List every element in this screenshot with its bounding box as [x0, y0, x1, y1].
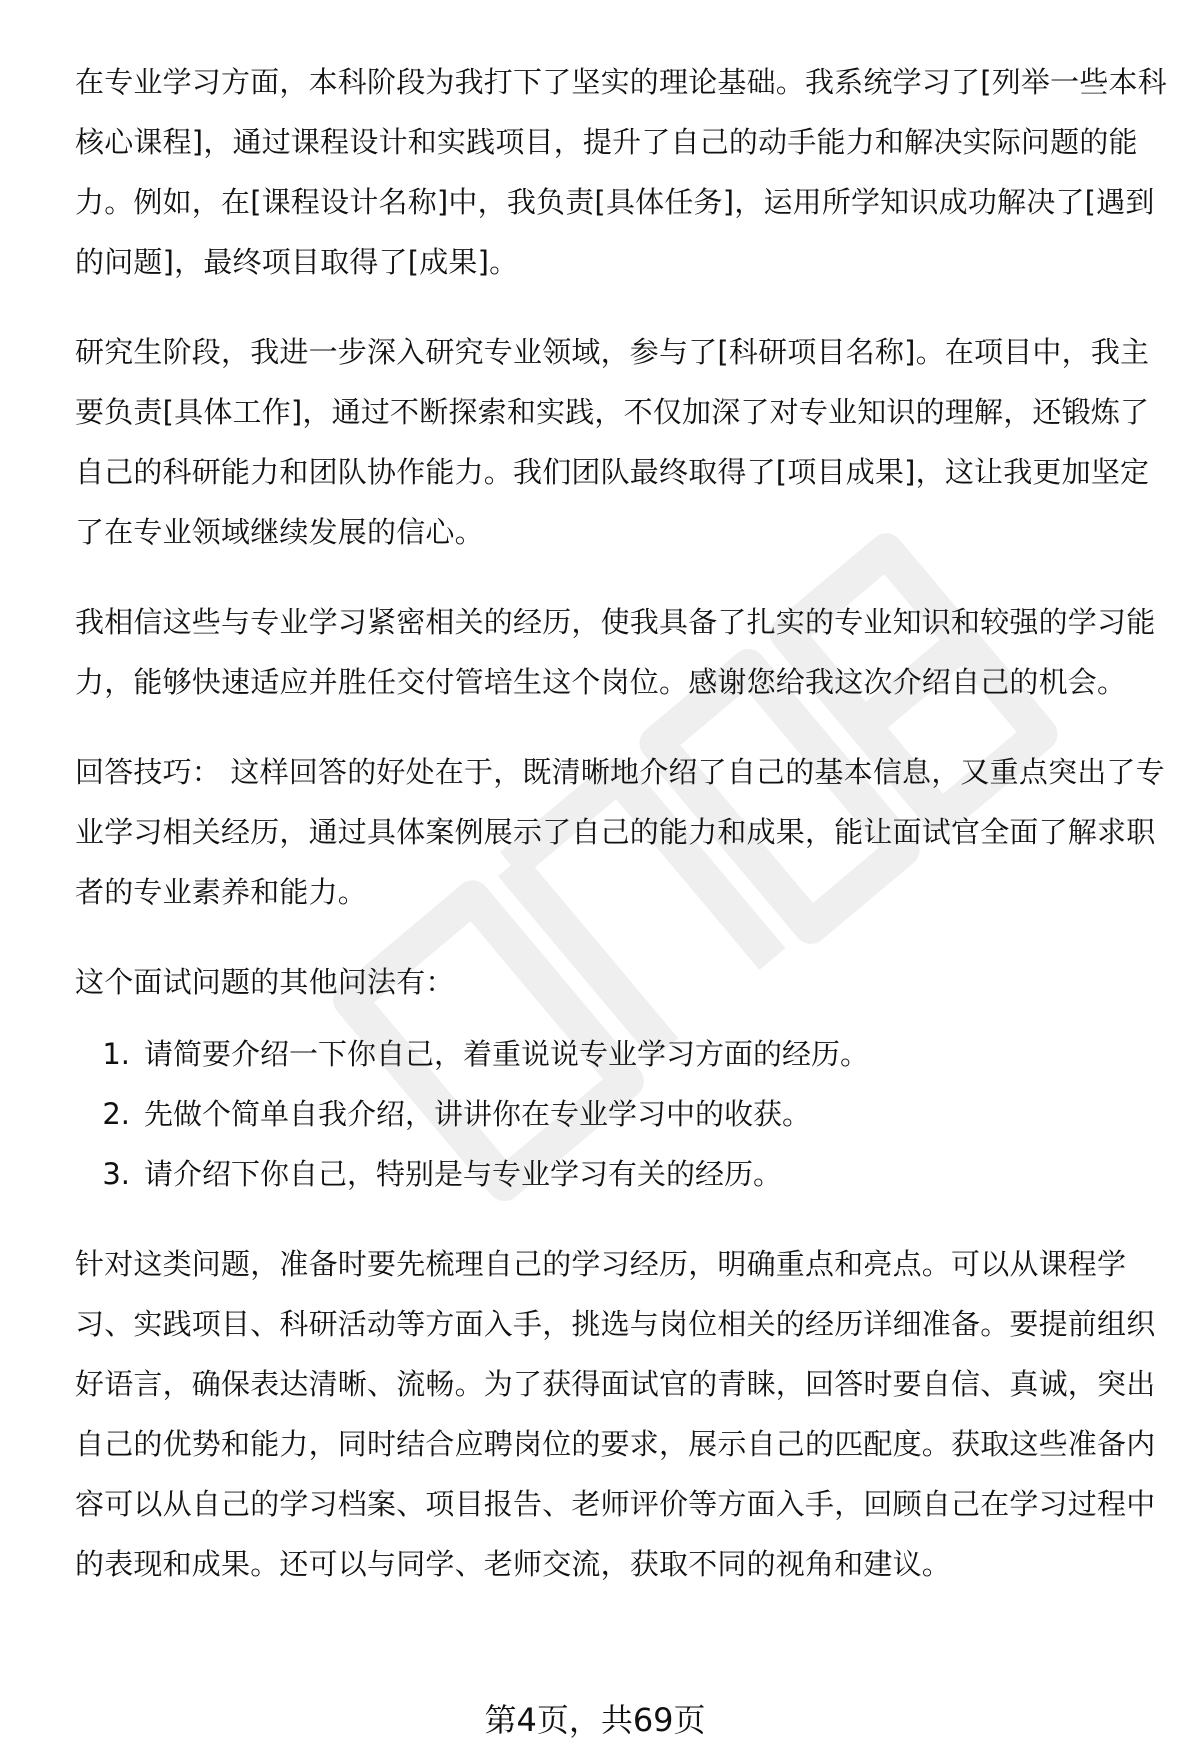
list-item: [75, 1144, 1175, 1204]
paragraph-graduate: 研究生阶段，我进一步深入研究专业领域，参与了[科研项目名称]。在项目中，我主要负责[具体工作]，通过不断探索和实践，不仅加深了对专业知识的理解，还锻炼了自己的科研能力和团队协作能力。我们团队最终取得了[项目成果]，这让我更加坚定了在专业领域继续发展的信心。: [75, 335, 1150, 549]
paragraph-preparation-advice: 针对这类问题，准备时要先梳理自己的学习经历，明确重点和亮点。可以从课程学习、实践项目、科研活动等方面入手，挑选与岗位相关的经历详细准备。要提前组织好语言，确保表达清晰、流畅。为了获得面试官的青睐，回答时要自信、真诚，突出自己的优势和能力，同时结合应聘岗位的要求，展示自己的匹配度。获取这些准备内容可以从自己的学习档案、项目报告、老师评价等方面入手，回顾自己在学习过程中的表现和成果。还可以与同学、老师交流，获取不同的视角和建议。: [75, 1247, 1156, 1581]
list-item: [75, 1024, 1175, 1084]
alternate-questions-list: [75, 1024, 1175, 1204]
list-item-text: 请介绍下你自己，特别是与专业学习有关的经历。: [144, 1157, 783, 1191]
paragraph-undergraduate: 在专业学习方面，本科阶段为我打下了坚实的理论基础。我系统学习了[列举一些本科核心课程]，通过课程设计和实践项目，提升了自己的动手能力和解决实际问题的能力。例如，在[课程设计名称]中，我负责[具体任务]，运用所学知识成功解决了[遇到的问题]，最终项目取得了[成果]。: [75, 65, 1167, 279]
list-item: [75, 1084, 1175, 1144]
list-item-number: 3.: [102, 1157, 130, 1191]
list-item-number: 2.: [102, 1097, 130, 1131]
document-page: [75, 52, 1175, 1624]
list-item-number: 1.: [102, 1037, 130, 1071]
paragraph-answer-tips: 回答技巧： 这样回答的好处在于，既清晰地介绍了自己的基本信息，又重点突出了专业学习相关经历，通过具体案例展示了自己的能力和成果，能让面试官全面了解求职者的专业素养和能力。: [75, 755, 1165, 909]
paragraph-conclusion: 我相信这些与专业学习紧密相关的经历，使我具备了扎实的专业知识和较强的学习能力，能够快速适应并胜任交付管培生这个岗位。感谢您给我这次介绍自己的机会。: [75, 605, 1156, 699]
list-item-text: 请简要介绍一下你自己，着重说说专业学习方面的经历。: [144, 1037, 870, 1071]
paragraph-other-questions-intro: 这个面试问题的其他问法有：: [75, 965, 455, 999]
list-item-text: 先做个简单自我介绍，讲讲你在专业学习中的收获。: [144, 1097, 812, 1131]
page-number-footer: 第4页，共69页: [484, 1701, 706, 1739]
